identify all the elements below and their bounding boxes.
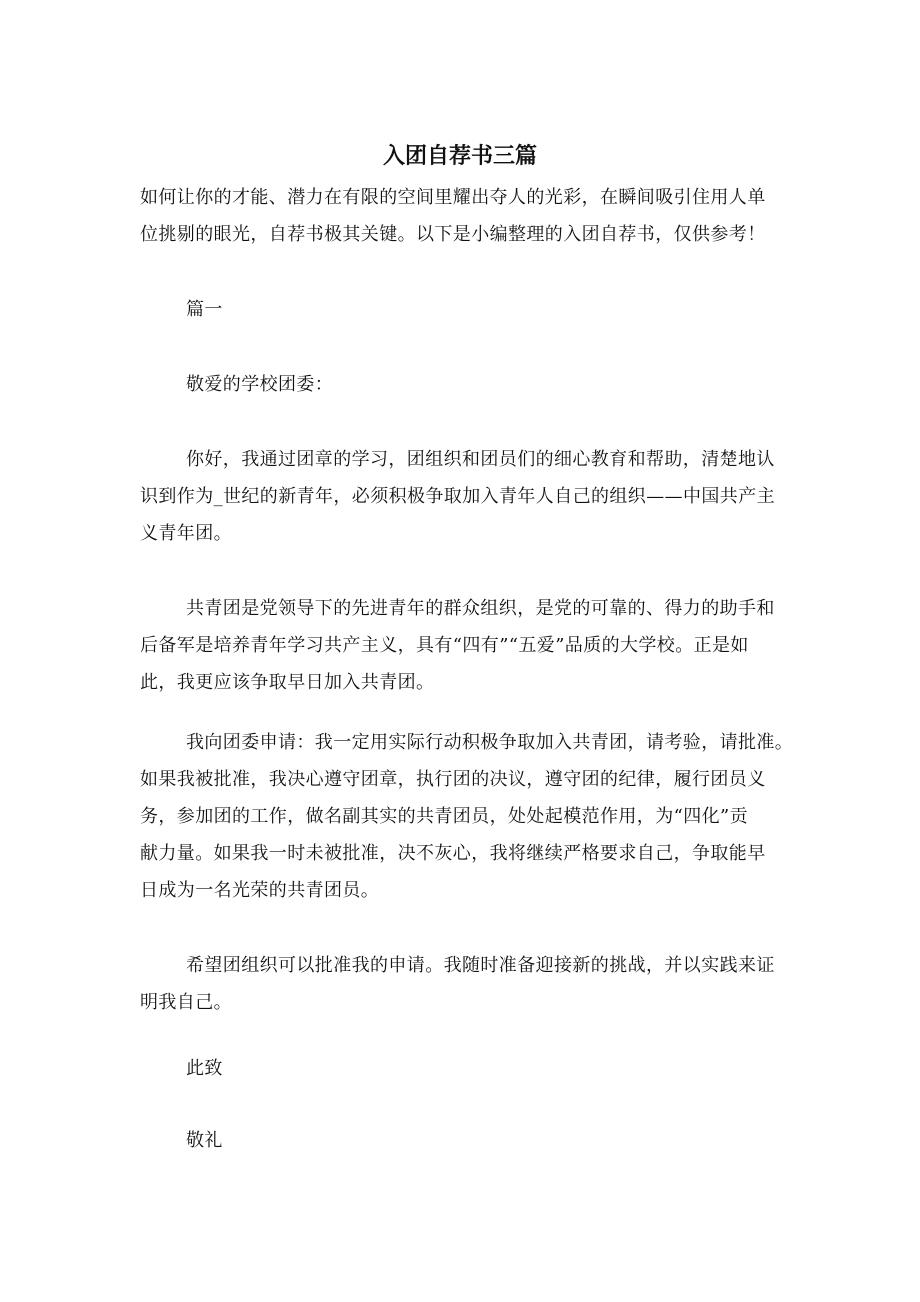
paragraph-line: 务，参加团的工作，做名副其实的共青团员，处处起模范作用，为“四化”贡 xyxy=(140,806,749,827)
closing-line: 此致 xyxy=(186,1058,223,1079)
paragraph-line: 义青年团。 xyxy=(140,523,232,544)
closing-line: 敬礼 xyxy=(186,1130,223,1151)
paragraph-line: 希望团组织可以批准我的申请。我随时准备迎接新的挑战，并以实践来证 xyxy=(186,955,775,976)
paragraph-line: 如果我被批准，我决心遵守团章，执行团的决议，遵守团的纪律，履行团员义 xyxy=(140,769,766,790)
paragraph-line: 日成为一名光荣的共青团员。 xyxy=(140,880,380,901)
section-heading: 篇一 xyxy=(186,299,223,320)
paragraph-line: 你好，我通过团章的学习，团组织和团员们的细心教育和帮助，清楚地认 xyxy=(186,449,775,470)
paragraph-line: 后备军是培养青年学习共产主义，具有“四有”“五爱”品质的大学校。正是如 xyxy=(140,635,749,656)
intro-line: 如何让你的才能、潜力在有限的空间里耀出夺人的光彩，在瞬间吸引住用人单 xyxy=(140,187,766,208)
intro-line: 位挑剔的眼光，自荐书极其关键。以下是小编整理的入团自荐书，仅供参考！ xyxy=(140,224,766,245)
document-title: 入团自荐书三篇 xyxy=(382,144,537,169)
paragraph-line: 明我自己。 xyxy=(140,992,232,1013)
paragraph-line: 此，我更应该争取早日加入共青团。 xyxy=(140,672,435,693)
paragraph-line: 共青团是党领导下的先进青年的群众组织，是党的可靠的、得力的助手和 xyxy=(186,598,775,619)
paragraph-line: 献力量。如果我一时未被批准，决不灰心，我将继续严格要求自己，争取能早 xyxy=(140,843,766,864)
paragraph-line: 我向团委申请：我一定用实际行动积极争取加入共青团，请考验，请批准。 xyxy=(186,732,794,753)
paragraph-line: 识到作为_世纪的新青年，必须积极争取加入青年人自己的组织——中国共产主 xyxy=(140,486,775,507)
salutation: 敬爱的学校团委： xyxy=(186,374,334,395)
